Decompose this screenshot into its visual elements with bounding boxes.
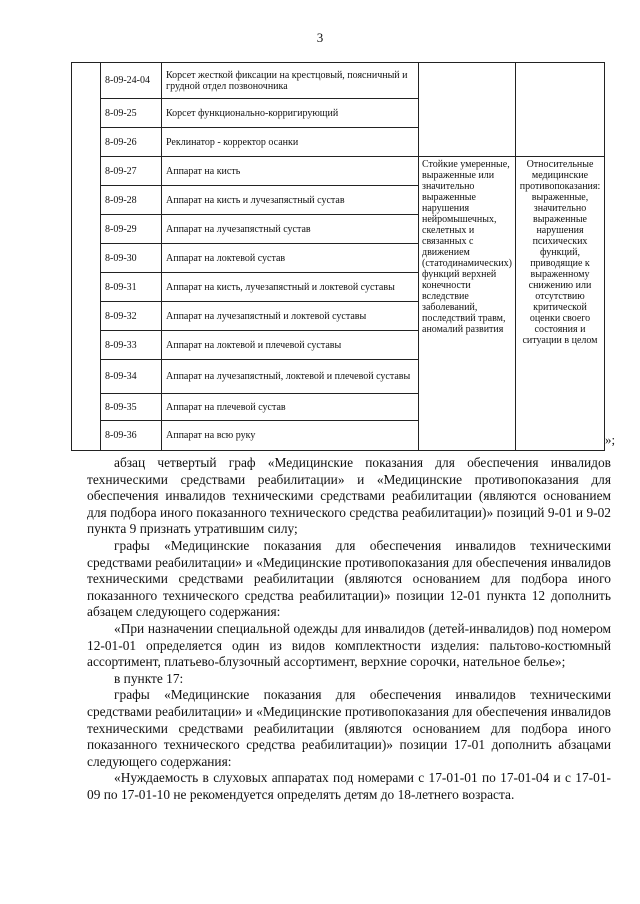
device-code: 8-09-30 xyxy=(101,244,162,273)
paragraph: в пункте 17: xyxy=(114,670,184,686)
device-name: Аппарат на кисть и лучезапястный сустав xyxy=(162,186,419,215)
device-code: 8-09-25 xyxy=(101,99,162,128)
indications-cell: Стойкие умеренные, выраженные или значительно выраженные нарушения нейромышечных, скелетных и связанных с движением (статодинамических) функций верхней конечности вследствие заболеваний, последствий травм, аномалий развития xyxy=(419,157,516,451)
device-code: 8-09-24-04 xyxy=(101,63,162,99)
device-code: 8-09-34 xyxy=(101,360,162,394)
amendment-text xyxy=(87,455,611,803)
paragraph: графы «Медицинские показания для обеспечения инвалидов техническими средствами реабилитации» и «Медицинские противопоказания для обеспечения инвалидов техническими средствами реабилитации (являются основанием для подбора иного показанного технического средства реабилитации)» позиции 12-01 пункта 12 дополнить абзацем следующего содержания: xyxy=(87,537,611,620)
paragraph: «Нуждаемость в слуховых аппаратах под номерами с 17-01-01 по 17-01-04 и с 17-01-09 по 17-01-10 не рекомендуется определять детям до 18-летнего возраста. xyxy=(87,770,611,802)
device-code: 8-09-29 xyxy=(101,215,162,244)
device-code: 8-09-32 xyxy=(101,302,162,331)
device-name: Аппарат на кисть, лучезапястный и локтевой суставы xyxy=(162,273,419,302)
table-row xyxy=(72,63,605,99)
device-name: Корсет жесткой фиксации на крестцовый, поясничный и грудной отдел позвоночника xyxy=(162,63,419,99)
table-row xyxy=(72,157,605,186)
device-name: Корсет функционально-корригирующий xyxy=(162,99,419,128)
empty-contraindications-cell xyxy=(516,63,605,157)
paragraph: графы «Медицинские показания для обеспечения инвалидов техническими средствами реабилитации» и «Медицинские противопоказания для обеспечения инвалидов техническими средствами реабилитации (являются основанием для подбора иного показанного технического средства реабилитации)» позиции 17-01 дополнить абзацами следующего содержания: xyxy=(87,687,611,769)
paragraph: «При назначении специальной одежды для инвалидов (детей-инвалидов) под номером 12-01-01 определяется один из видов комплектности изделия: пальтово-костюмный ассортимент, платьево-блузочный ассортимент, верхние сорочки, нательное белье»; xyxy=(87,620,611,670)
device-code: 8-09-26 xyxy=(101,128,162,157)
device-name: Аппарат на лучезапястный и локтевой суставы xyxy=(162,302,419,331)
table-closing-quote: »; xyxy=(605,432,616,447)
device-name: Аппарат на локтевой и плечевой суставы xyxy=(162,331,419,360)
device-code: 8-09-36 xyxy=(101,421,162,451)
contraindications-cell: Относительные медицинские противопоказания: выраженные, значительно выраженные нарушения психических функций, приводящие к выраженному снижению или отсутствию критической оценки своего состояния и ситуации в целом xyxy=(516,157,605,451)
device-name: Аппарат на лучезапястный сустав xyxy=(162,215,419,244)
device-code: 8-09-33 xyxy=(101,331,162,360)
device-name: Аппарат на локтевой сустав xyxy=(162,244,419,273)
device-name: Аппарат на плечевой сустав xyxy=(162,394,419,421)
device-code: 8-09-28 xyxy=(101,186,162,215)
device-name: Аппарат на кисть xyxy=(162,157,419,186)
empty-column xyxy=(72,63,101,451)
device-code: 8-09-35 xyxy=(101,394,162,421)
device-code: 8-09-27 xyxy=(101,157,162,186)
empty-indications-cell xyxy=(419,63,516,157)
device-code: 8-09-31 xyxy=(101,273,162,302)
page-number: 3 xyxy=(316,30,324,45)
device-name: Реклинатор - корректор осанки xyxy=(162,128,419,157)
devices-table xyxy=(71,62,605,451)
paragraph: абзац четвертый граф «Медицинские показания для обеспечения инвалидов техническими средствами реабилитации» и «Медицинские противопоказания для обеспечения инвалидов техническими средствами реабилитации (являются основанием для подбора иного показанного технического средства реабилитации)» позиций 9-01 и 9-02 пункта 9 признать утратившим силу; xyxy=(87,455,611,537)
device-name: Аппарат на всю руку xyxy=(162,421,419,451)
device-name: Аппарат на лучезапястный, локтевой и плечевой суставы xyxy=(162,360,419,394)
